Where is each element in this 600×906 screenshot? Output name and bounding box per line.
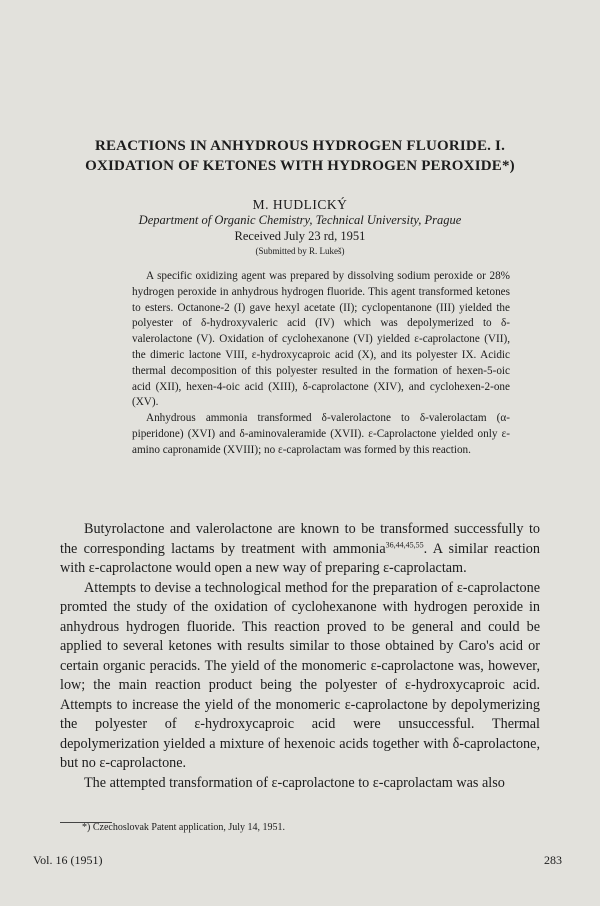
body-paragraph-2: Attempts to devise a technological method for the preparation of ε-caprolactone promted the study of the oxidation of cyclohexanone with hydrogen peroxide in anhydrous hydrogen fluoride. This reaction proved to be general and could be applied to several ketones with results similar to those obtained by Caro's acid or certain organic peracids. The yield of the monomeric ε-caprolactone was, however, low; the main reaction product being the polyester of ε-hydroxycaproic acid. Attempts to increase the yield of the monomeric ε-caprolactone by depolymerizing the polyester of ε-hydroxycaproic acid were unsuccessful. Thermal depolymerization yielded a mixture of hexenoic acids together with δ-caprolactone, but no ε-caprolactone. (60, 579, 540, 771)
author: M. HUDLICKÝ (252, 197, 348, 212)
abstract (132, 269, 510, 459)
volume-label: Vol. 16 (1951) (33, 853, 103, 867)
abstract-paragraph-2: Anhydrous ammonia transformed δ-valerolactone to δ-valerolactam (α-piperidone) (XVI) and δ-aminovaleramide (XVII). ε-Caprolactone yielded only ε-amino capronamide (XVIII); no ε-caprolactam was formed by this reaction. (132, 412, 510, 456)
reference-superscript: 36,44,45,55 (385, 539, 424, 549)
received-date: Received July 23 rd, 1951 (234, 229, 366, 243)
body-p1-tail: . A similar reaction with ε-caprolactone would open a new way of preparing ε-caprolactam. (60, 540, 540, 576)
page-number: 283 (544, 853, 562, 867)
abstract-paragraph-1: A specific oxidizing agent was prepared by dissolving sodium peroxide or 28% hydrogen peroxide in anhydrous hydrogen fluoride. This agent transformed ketones to esters. Octanone-2 (I) gave hexyl acetate (II); cyclopentanone (III) yielded the polyester of δ-hydroxyvaleric acid (IV) which was depolymerized to δ-valerolactone (V). Oxidation of cyclohexanone (VI) yielded ε-caprolactone (VII), the dimeric lactone VIII, ε-hydroxycaproic acid (X), and its polyester IX. Acidic thermal decomposition of this polyester resulted in the formation of hexen-5-oic acid (XII), hexen-4-oic acid (XIII), δ-caprolactone (XIV), and cyclohexen-2-one (XV). (132, 270, 510, 409)
title-line-2: OXIDATION OF KETONES WITH HYDROGEN PEROXIDE*) (85, 158, 515, 174)
footnote: *) Czechoslovak Patent application, July 14, 1951. (82, 822, 286, 833)
title-line-1: REACTIONS IN ANHYDROUS HYDROGEN FLUORIDE. I. (94, 138, 506, 154)
paper-title (60, 136, 540, 176)
body-paragraph-1 (60, 520, 540, 579)
body-p1-text: Butyrolactone and valerolactone are known to be transformed successfully to the corresponding lactams by treatment with ammonia (60, 521, 540, 557)
submitted-by: (Submitted by R. Lukeš) (255, 246, 345, 256)
body-text (60, 520, 540, 793)
body-paragraph-3: The attempted transformation of ε-caprolactone to ε-caprolactam was also (84, 774, 505, 791)
affiliation: Department of Organic Chemistry, Technical University, Prague (138, 213, 462, 227)
